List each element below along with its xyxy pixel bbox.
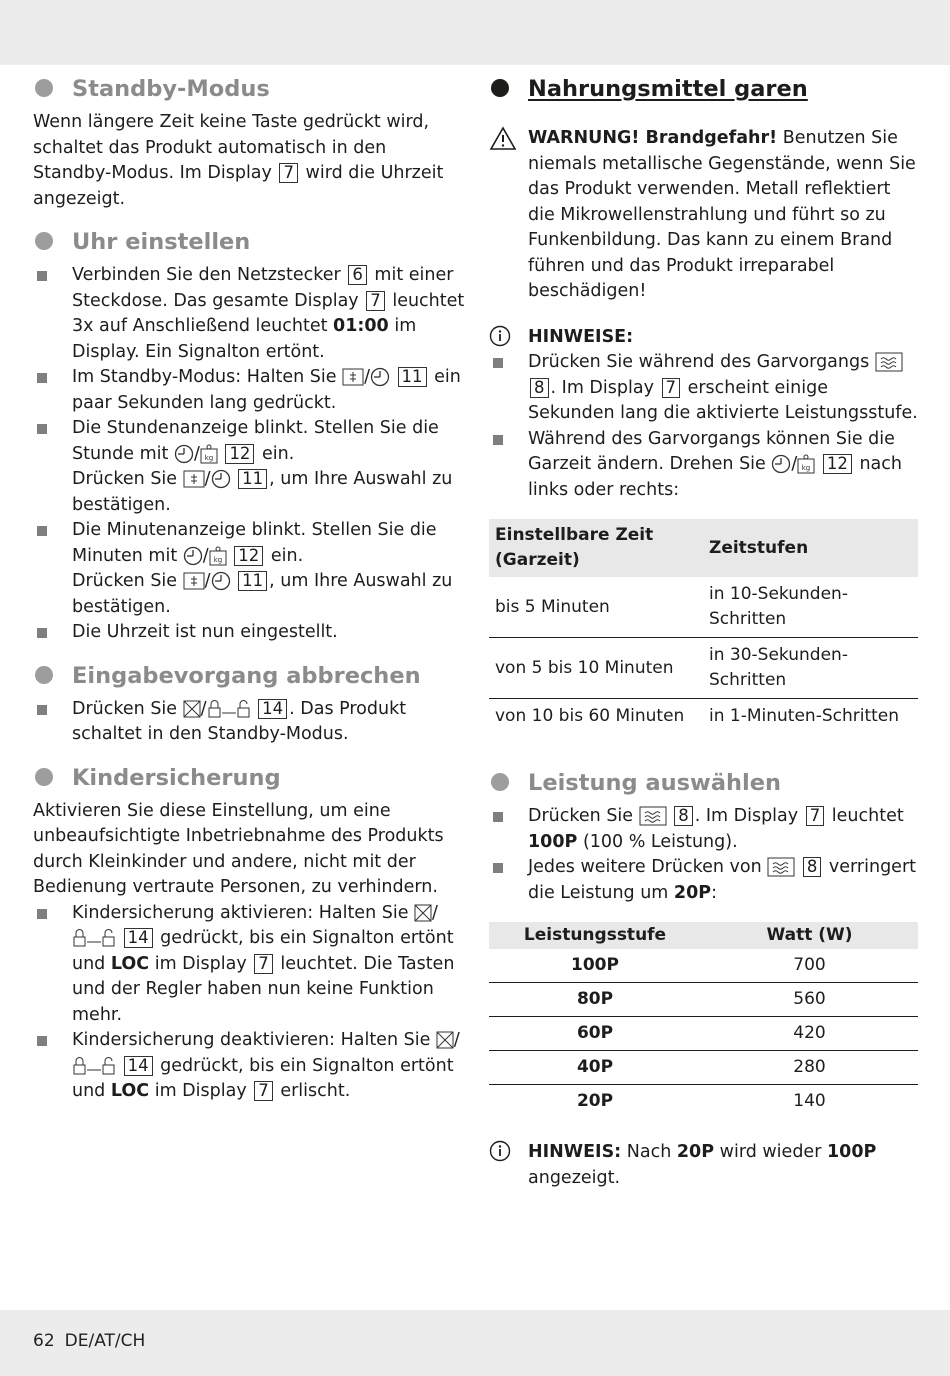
stop-icon (414, 904, 432, 922)
power-level-icon (639, 806, 667, 826)
bullet-dot-icon (491, 773, 509, 791)
clock-icon (183, 546, 203, 566)
section-heading-childlock: Kindersicherung (33, 763, 465, 793)
right-column (489, 74, 919, 1191)
notes-heading: HINWEISE: (489, 325, 919, 351)
list-item: Drücken Sie / 14 . Das Produkt schaltet in den Standby-Modus. (33, 697, 465, 748)
section-heading-power: Leistung auswählen (489, 768, 919, 798)
table-row: bis 5 Minuten in 10-Sekunden-Schritten (489, 577, 918, 638)
square-bullet-icon (37, 1036, 47, 1046)
weight-icon (200, 444, 218, 464)
footer-band (0, 1310, 950, 1376)
table-header-row (489, 922, 918, 949)
svg-text:kg: kg (213, 555, 222, 564)
bullet-dot-icon (35, 768, 53, 786)
list-item: Im Standby-Modus: Halten Sie / 11 ein paar Sekunden lang gedrückt. (33, 365, 465, 416)
childlock-steps (33, 901, 465, 1105)
section-heading-cook: Nahrungsmittel garen (489, 74, 919, 104)
list-item: Während des Garvorgangs können Sie die Garzeit ändern. Drehen Sie / kg 12 nach links oder rechts: (489, 427, 919, 504)
timer-plus-button-icon (183, 470, 205, 488)
table-header: Einstellbare Zeit (Garzeit) (489, 519, 703, 577)
cancel-steps (33, 697, 465, 748)
square-bullet-icon (493, 812, 503, 822)
key-ref: 7 (279, 163, 298, 183)
section-heading-clock: Uhr einstellen (33, 227, 465, 257)
table-row: 20P 140 (576, 1091, 826, 1111)
table-row: von 5 bis 10 Minuten in 30-Sekunden-Schritten (489, 638, 918, 699)
square-bullet-icon (37, 424, 47, 434)
table-row: 40P 280 (489, 1051, 918, 1085)
clock-icon (370, 367, 390, 387)
square-bullet-icon (37, 705, 47, 715)
info-icon (489, 1140, 511, 1162)
timer-plus-button-icon (342, 368, 364, 386)
table-row: 80P 560 (489, 983, 918, 1017)
timer-plus-button-icon (183, 572, 205, 590)
clock-icon (771, 454, 791, 474)
lock-icon (207, 699, 251, 719)
list-item: Drücken Sie während des Garvorgangs 8 . Im Display 7 erscheint einige Sekunden lang die aktivierte Leistungsstufe. (489, 350, 919, 427)
clock-steps (33, 263, 465, 646)
clock-icon (211, 571, 231, 591)
warning-triangle-icon (489, 126, 517, 152)
weight-icon (209, 546, 227, 566)
svg-text:kg: kg (802, 464, 811, 472)
square-bullet-icon (37, 628, 47, 638)
table-header: Zeitstufen (703, 519, 918, 577)
square-bullet-icon (37, 373, 47, 383)
bullet-dot-icon (35, 232, 53, 250)
list-item: Die Stundenanzeige blinkt. Stellen Sie die Stunde mit / kg 12 ein. Drücken Sie / 11 , um Ihre Auswahl zu bestätigen. (33, 416, 465, 518)
table-row: 60P 420 (489, 1017, 918, 1051)
childlock-intro: Aktivieren Sie diese Einstellung, um eine unbeaufsichtigte Inbetriebnahme des Produkts durch Kleinkinder und andere, nicht mit der Bedienung vertraute Personen, zu verhindern. (33, 800, 444, 897)
clock-icon (211, 469, 231, 489)
cook-notes (489, 350, 919, 503)
bullet-dot-icon (35, 666, 53, 684)
list-item: Jedes weitere Drücken von 8 verringert die Leistung um 20P: (489, 855, 919, 906)
power-steps (489, 804, 919, 906)
section-heading-cancel: Eingabevorgang abbrechen (33, 661, 465, 691)
list-item: Verbinden Sie den Netzstecker 6 mit einer Steckdose. Das gesamte Display 7 leuchtet 3x auf Anschließend leuchtet 01:00 im Display. Ein Signalton ertönt. (33, 263, 465, 365)
page-number: 62 DE/AT/CH (33, 1331, 146, 1351)
table-header: Watt (W) (701, 922, 918, 949)
lock-icon (72, 1056, 116, 1076)
square-bullet-icon (493, 435, 503, 445)
list-item: Die Minutenanzeige blinkt. Stellen Sie die Minuten mit / kg 12 ein. Drücken Sie / 11 , um Ihre Auswahl zu bestätigen. (33, 518, 465, 620)
power-level-icon (875, 352, 903, 372)
list-item: Drücken Sie 8 . Im Display 7 leuchtet 100P (100 % Leistung). (489, 804, 919, 855)
lock-icon (72, 928, 116, 948)
standby-paragraph: Wenn längere Zeit keine Taste gedrückt wird, schaltet das Produkt automatisch in den Standby-Modus. Im Display 7 wird die Uhrzeit angezeigt. (33, 112, 444, 209)
bullet-dot-icon (491, 79, 509, 97)
table-header: Leistungsstufe (489, 922, 701, 949)
header-band (0, 0, 950, 65)
warning-block: WARNUNG! Brandgefahr! Benutzen Sie niemals metallische Gegenstände, wenn Sie das Produkt verwenden. Metall reflektiert die Mikrowellenstrahlung und führt so zu Funkenbildung. Das kann zu einem Brand führen und das Produkt irreparabel beschädigen! (489, 126, 919, 305)
square-bullet-icon (493, 863, 503, 873)
left-column (33, 74, 465, 1105)
cooking-time-table (489, 519, 918, 734)
table-row: von 10 bis 60 Minuten in 1-Minuten-Schritten (495, 706, 900, 726)
bullet-dot-icon (35, 79, 53, 97)
section-heading-standby: Standby-Modus (33, 74, 465, 104)
clock-icon (174, 444, 194, 464)
note-block: HINWEIS: Nach 20P wird wieder 100P angezeigt. (489, 1140, 919, 1191)
info-icon (489, 325, 511, 347)
weight-icon (797, 454, 815, 474)
stop-icon (436, 1031, 454, 1049)
table-row: 100P 700 (489, 949, 918, 983)
power-level-icon (767, 857, 795, 877)
list-item: Kindersicherung aktivieren: Halten Sie / 14 gedrückt, bis ein Signalton ertönt und LOC im Display 7 leuchtet. Die Tasten und der Regler haben nun keine Funktion mehr. (33, 901, 465, 1029)
power-level-table (489, 922, 918, 1118)
square-bullet-icon (493, 358, 503, 368)
svg-text:kg: kg (204, 453, 214, 462)
list-item: Die Uhrzeit ist nun eingestellt. (33, 620, 465, 646)
square-bullet-icon (37, 526, 47, 536)
square-bullet-icon (37, 271, 47, 281)
square-bullet-icon (37, 909, 47, 919)
table-header-row (489, 519, 918, 577)
list-item: Kindersicherung deaktivieren: Halten Sie / 14 gedrückt, bis ein Signalton ertönt und LOC im Display 7 erlischt. (33, 1028, 465, 1105)
stop-icon (183, 700, 201, 718)
